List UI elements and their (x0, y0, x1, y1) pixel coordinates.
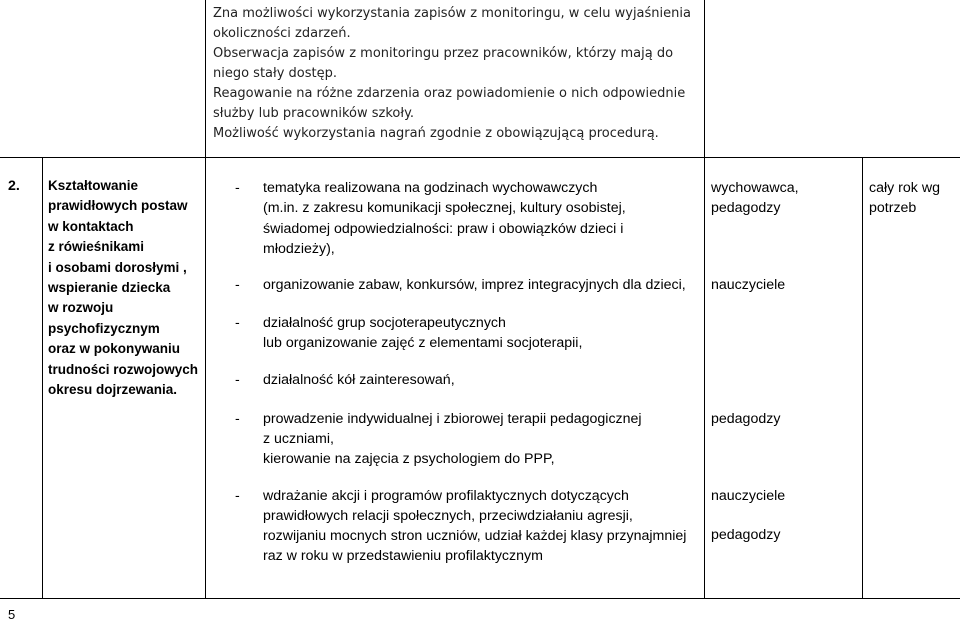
task-dash: - (235, 488, 240, 504)
column-divider-4 (862, 157, 863, 598)
task-line: (m.in. z zakresu komunikacji społecznej, kultury osobistej, (263, 200, 626, 217)
task-body (263, 409, 642, 469)
text-line: okoliczności zdarzeń. (213, 26, 351, 41)
column-divider-3 (704, 157, 705, 598)
task-dash: - (235, 372, 240, 388)
task-line: raz w roku w przedstawieniu profilaktycznym (263, 548, 543, 564)
goal-line: okresu dojrzewania. (48, 382, 178, 398)
text-line: Reagowanie na różne zdarzenia oraz powiadomienie o nich odpowiednie (213, 86, 686, 101)
term-text: cały rok wg (869, 180, 940, 196)
task-line: rozwijaniu mocnych stron uczniów, udział każdej klasy przynajmniej (263, 528, 687, 544)
task-body (263, 178, 626, 259)
task-dash: - (235, 277, 240, 293)
task-line: lub organizowanie zajęć z elementami socjoterapii, (263, 335, 583, 351)
goal-line: w rozwoju (48, 300, 114, 316)
goal-line: i osobami dorosłymi , (48, 259, 187, 275)
task-dash: - (235, 315, 240, 331)
table-row-divider (0, 157, 960, 158)
task-line: prawidłowych relacji społecznych, przeciwdziałaniu agresji, (263, 508, 633, 524)
goal-line: prawidłowych postaw (48, 198, 188, 214)
responsible-wychowawca: wychowawca, (711, 180, 799, 196)
text-line: Zna możliwości wykorzystania zapisów z monitoringu, w celu wyjaśnienia (213, 6, 691, 21)
task-line: wdrażanie akcji i programów profilaktycznych dotyczących (263, 488, 629, 504)
goal-line: trudności rozwojowych (48, 361, 199, 377)
term-text: potrzeb (869, 200, 917, 216)
text-line: niego stały dostęp. (213, 66, 338, 81)
task-body (263, 370, 455, 390)
goal-line: oraz w pokonywaniu (48, 341, 181, 357)
table-bottom-border (0, 598, 960, 599)
task-line: z uczniami, (263, 431, 334, 447)
goal-text (48, 176, 198, 400)
goal-line: wspieranie dziecka (48, 280, 171, 296)
task-dash: - (235, 180, 240, 196)
task-line: działalność grup socjoterapeutycznych (263, 315, 506, 331)
goal-line: Kształtowanie (48, 178, 139, 193)
task-line: tematyka realizowana na godzinach wychowawczych (263, 180, 598, 196)
responsible-nauczyciele: nauczyciele (711, 277, 786, 293)
responsible-pedagodzy: pedagodzy (711, 527, 781, 543)
responsible-pedagodzy: pedagodzy (711, 411, 781, 427)
task-line: świadomej odpowiedzialności: praw i obowiązków dzieci i (263, 220, 624, 237)
task-line: prowadzenie indywidualnej i zbiorowej terapii pedagogicznej (263, 411, 642, 427)
task-body (263, 275, 686, 295)
task-body (263, 313, 582, 353)
task-line: działalność kół zainteresowań, (263, 372, 455, 388)
task-line: kierowanie na zajęcia z psychologiem do PPP, (263, 451, 555, 467)
page-number: 5 (8, 607, 16, 622)
task-line: organizowanie zabaw, konkursów, imprez integracyjnych dla dzieci, (263, 277, 686, 293)
row-number: 2. (8, 178, 20, 194)
goal-line: psychofizycznym (48, 320, 160, 336)
table-border-right-top (704, 0, 705, 157)
text-line: Obserwacja zapisów z monitoringu przez pracowników, którzy mają do (213, 46, 674, 61)
responsible-pedagodzy: pedagodzy (711, 200, 781, 216)
column-divider-1 (42, 157, 43, 598)
task-dash: - (235, 411, 240, 427)
responsible-nauczyciele: nauczyciele (711, 488, 786, 504)
goal-line: w kontaktach (48, 218, 134, 234)
task-body (263, 486, 686, 566)
task-line: młodzieży), (263, 240, 335, 257)
table-border-left-top (205, 0, 206, 157)
text-line: Możliwość wykorzystania nagrań zgodnie z obowiązującą procedurą. (213, 126, 659, 141)
goal-line: z rówieśnikami (48, 239, 145, 255)
top-section-text (213, 4, 691, 144)
text-line: służby lub pracowników szkoły. (213, 106, 415, 121)
column-divider-2 (205, 157, 206, 598)
